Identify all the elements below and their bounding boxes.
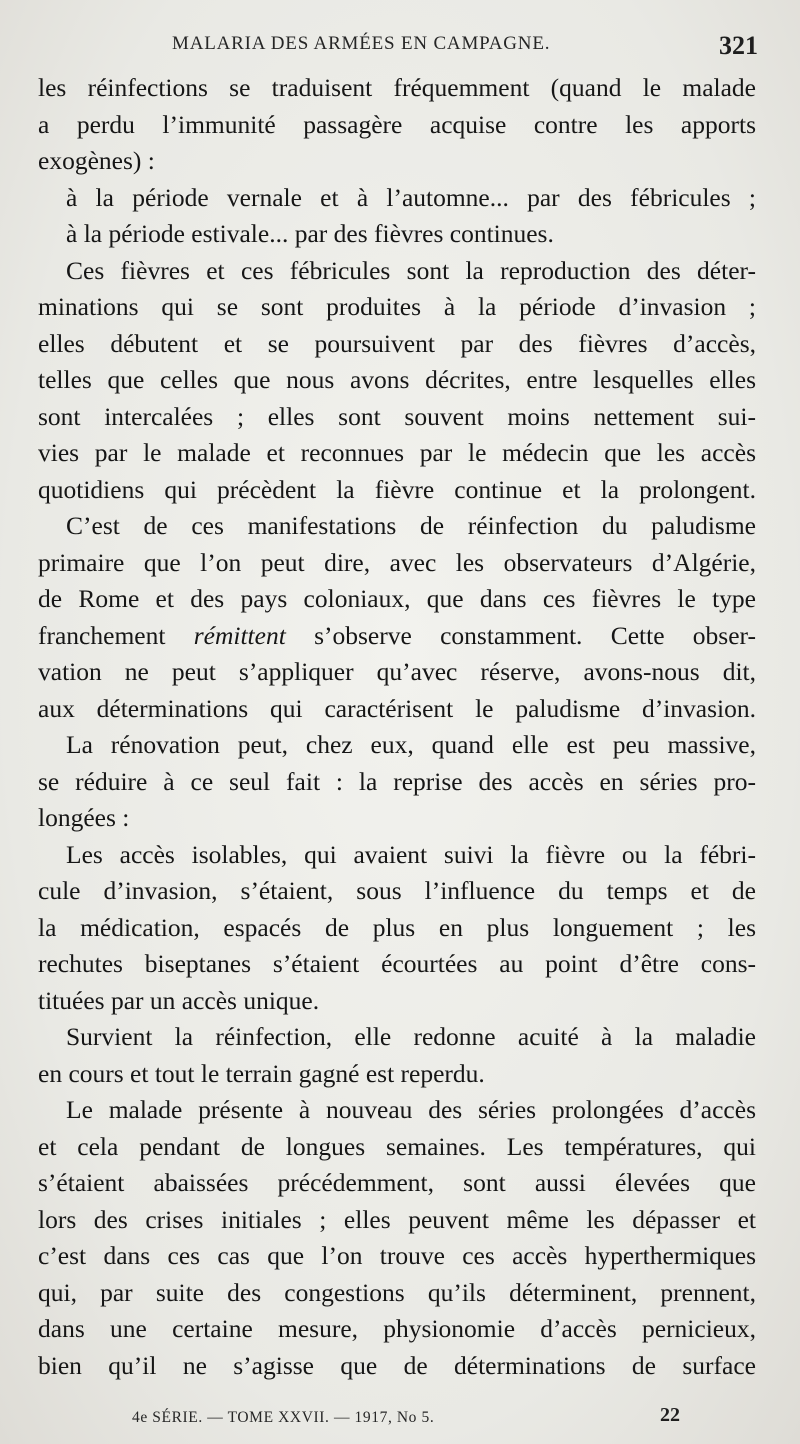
text-line: dans une certaine mesure, physionomie d’accès pernicieux, (38, 1314, 756, 1343)
text-line: sont intercalées ; elles sont souvent moins nettement sui- (38, 401, 756, 431)
text-line: de Rome et des pays coloniaux, que dans ces fièvres le type (38, 584, 756, 613)
page-number: 321 (719, 31, 758, 60)
text-line: rechutes biseptanes s’étaient écourtées au point d’être cons- (38, 949, 756, 978)
italic-term: rémittent (193, 620, 286, 650)
text-line: telles que celles que nous avons décrites, entre lesquelles elles (38, 365, 756, 394)
text-line: lors des crises initiales ; elles peuvent même les dépasser et (38, 1204, 756, 1234)
text-line: a perdu l’immunité passagère acquise contre les apports (38, 109, 756, 139)
text-line: et cela pendant de longues semaines. Les températures, qui (38, 1131, 756, 1161)
text-line: à la période vernale et à l’automne... par des fébricules ; (66, 182, 756, 212)
text-line-with-italic (38, 618, 756, 655)
text-line: cule d’invasion, s’étaient, sous l’influence du temps et de (38, 876, 756, 905)
running-title: MALARIA DES ARMÉES EN CAMPAGNE. (172, 33, 551, 54)
body-text (38, 70, 756, 1384)
signature-mark: 22 (660, 1404, 680, 1426)
text-line: les réinfections se traduisent fréquemment (quand le malade (38, 73, 756, 102)
text-line: Ces fièvres et ces fébricules sont la reproduction des déter- (66, 255, 756, 285)
text-line: tituées par un accès unique. (38, 985, 320, 1015)
text-line: qui, par suite des congestions qu’ils déterminent, prennent, (38, 1277, 756, 1307)
text-line: quotidiens qui précèdent la fièvre continue et la prolongent. (38, 474, 756, 504)
text-line: Les accès isolables, qui avaient suivi la fièvre ou la fébri- (66, 839, 756, 869)
text-line: bien qu’il ne s’agisse que de déterminations de surface (38, 1350, 756, 1380)
text-line: vies par le malade et reconnues par le médecin que les accès (38, 438, 756, 467)
text-fragment: s’observe constamment. Cette obser- (314, 620, 756, 650)
text-line: se réduire à ce seul fait : la reprise des accès en séries pro- (38, 766, 756, 796)
text-line: C’est de ces manifestations de réinfection du paludisme (66, 511, 756, 540)
text-line: s’étaient abaissées précédemment, sont aussi élevées que (38, 1168, 756, 1197)
text-line: en cours et tout le terrain gagné est reperdu. (38, 1058, 485, 1088)
text-line: minations qui se sont produites à la période d’invasion ; (38, 292, 756, 321)
text-line: longées : (38, 803, 130, 832)
text-line: la médication, espacés de plus en plus longuement ; les (38, 912, 756, 942)
text-line: Le malade présente à nouveau des séries prolongées d’accès (66, 1095, 756, 1124)
text-fragment: franchement (38, 620, 166, 650)
text-line: La rénovation peut, chez eux, quand elle est peu massive, (66, 730, 756, 759)
text-line: vation ne peut s’appliquer qu’avec réserve, avons-nous dit, (38, 657, 756, 686)
text-line: elles débutent et se poursuivent par des fièvres d’accès, (38, 328, 756, 358)
text-line: c’est dans ces cas que l’on trouve ces accès hyperthermiques (38, 1241, 756, 1270)
text-line: Survient la réinfection, elle redonne acuité à la maladie (66, 1022, 756, 1051)
text-line: aux déterminations qui caractérisent le paludisme d’invasion. (38, 693, 756, 723)
series-info: 4e SÉRIE. — TOME XXVII. — 1917, No 5. (132, 1409, 435, 1426)
text-line: à la période estivale... par des fièvres continues. (66, 219, 554, 248)
text-line: primaire que l’on peut dire, avec les observateurs d’Algérie, (38, 547, 756, 577)
text-line: exogènes) : (38, 146, 155, 175)
